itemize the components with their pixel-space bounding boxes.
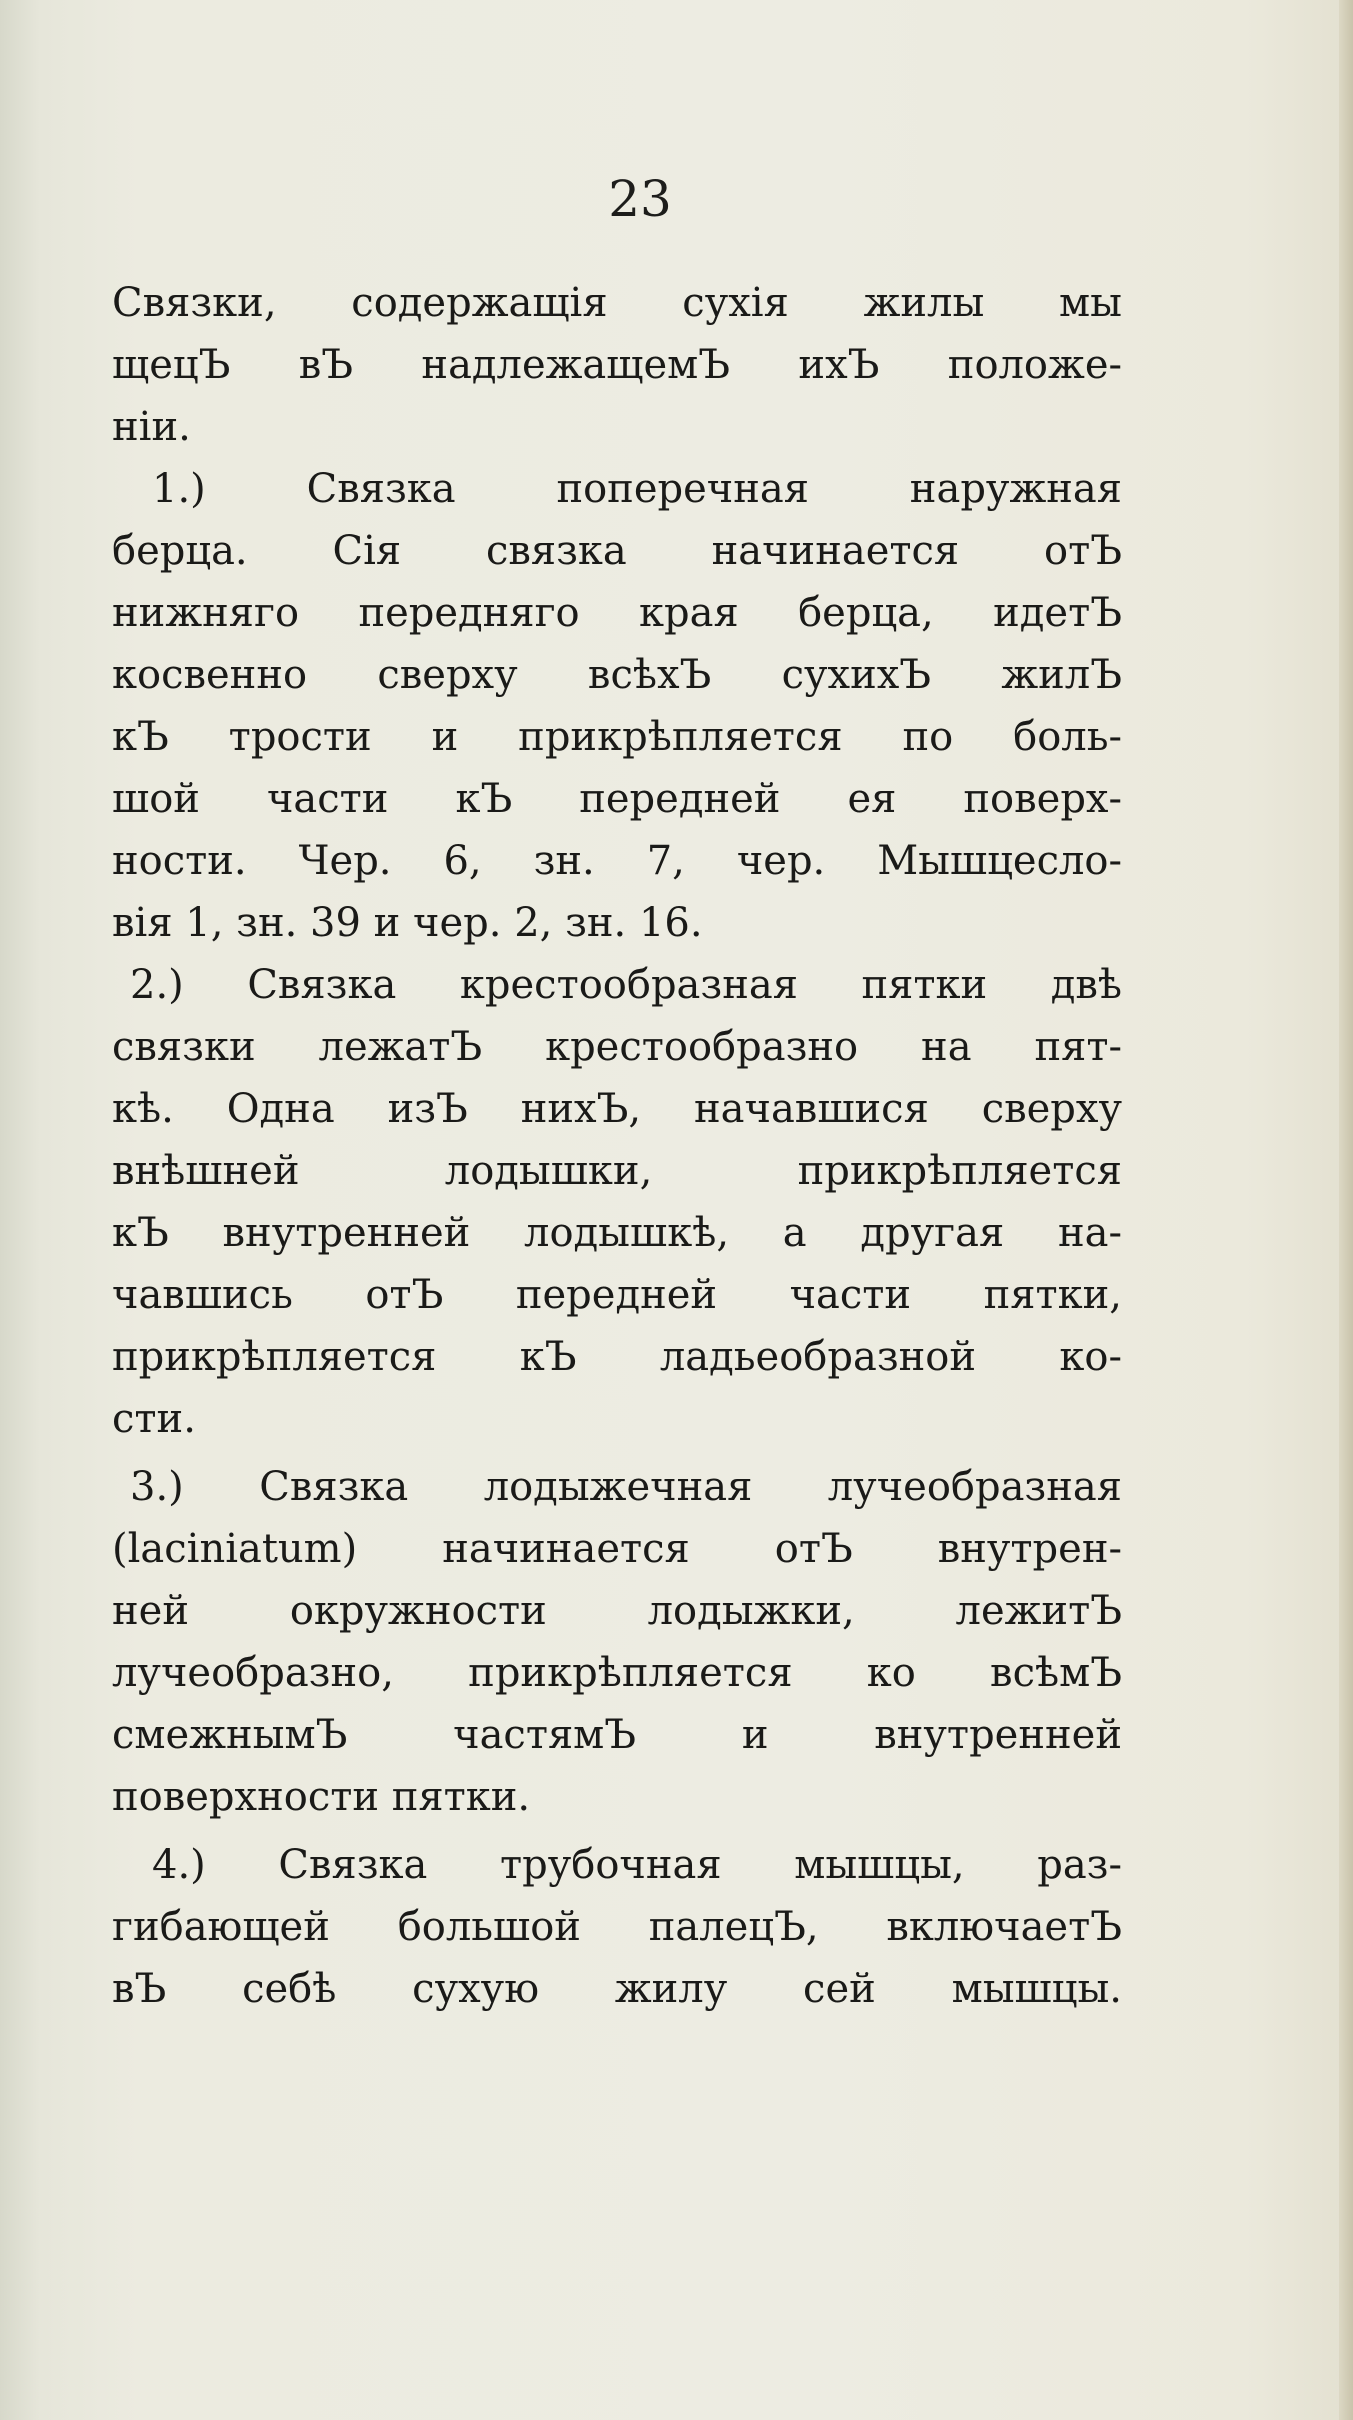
text-line: кЪ внутренней лодышкѣ, а другая на- — [112, 1210, 1122, 1256]
body-text — [112, 272, 1122, 2020]
text-line: лучеобразно, прикрѣпляется ко всѣмЪ — [112, 1650, 1122, 1696]
text-line: вЪ себѣ сухую жилу сей мышцы. — [112, 1966, 1122, 2012]
text-line: смежнымЪ частямЪ и внутренней — [112, 1712, 1122, 1758]
text-line: чавшись отЪ передней части пятки, — [112, 1272, 1122, 1318]
text-line: прикрѣпляется кЪ ладьеобразной ко- — [112, 1334, 1122, 1380]
text-line: берца. Сія связка начинается отЪ — [112, 528, 1122, 574]
text-line: щецЪ вЪ надлежащемЪ ихЪ положе- — [112, 342, 1122, 388]
text-line: Связки, содержащія сухія жилы мы — [112, 280, 1122, 326]
text-line: внѣшней лодышки, прикрѣпляется — [112, 1148, 1122, 1194]
text-line: кѣ. Одна изЪ нихЪ, начавшися сверху — [112, 1086, 1122, 1132]
text-line: ности. Чер. 6, зн. 7, чер. Мышцесло- — [112, 838, 1122, 884]
text-line: сти. — [112, 1396, 196, 1442]
text-line: связки лежатЪ крестообразно на пят- — [112, 1024, 1122, 1070]
text-line: ней окружности лодыжки, лежитЪ — [112, 1588, 1122, 1634]
text-line: 4.) Связка трубочная мышцы, раз- — [152, 1842, 1122, 1888]
text-line: ніи. — [112, 404, 191, 450]
text-line: косвенно сверху всѣхЪ сухихЪ жилЪ — [112, 652, 1122, 698]
page-number: 23 — [608, 170, 672, 228]
text-line: нижняго передняго края берца, идетЪ — [112, 590, 1122, 636]
text-line: кЪ трости и прикрѣпляется по боль- — [112, 714, 1122, 760]
text-line: 1.) Связка поперечная наружная — [152, 466, 1122, 512]
text-line: гибающей большой палецЪ, включаетЪ — [112, 1904, 1122, 1950]
page-edge — [1339, 0, 1353, 2420]
text-line: вія 1, зн. 39 и чер. 2, зн. 16. — [112, 900, 703, 946]
text-line: поверхности пятки. — [112, 1774, 531, 1820]
text-line: (laciniatum) начинается отЪ внутрен- — [112, 1526, 1122, 1572]
text-line: 2.) Связка крестообразная пятки двѣ — [130, 962, 1122, 1008]
text-line: шой части кЪ передней ея поверх- — [112, 776, 1122, 822]
text-line: 3.) Связка лодыжечная лучеобразная — [130, 1464, 1122, 1510]
